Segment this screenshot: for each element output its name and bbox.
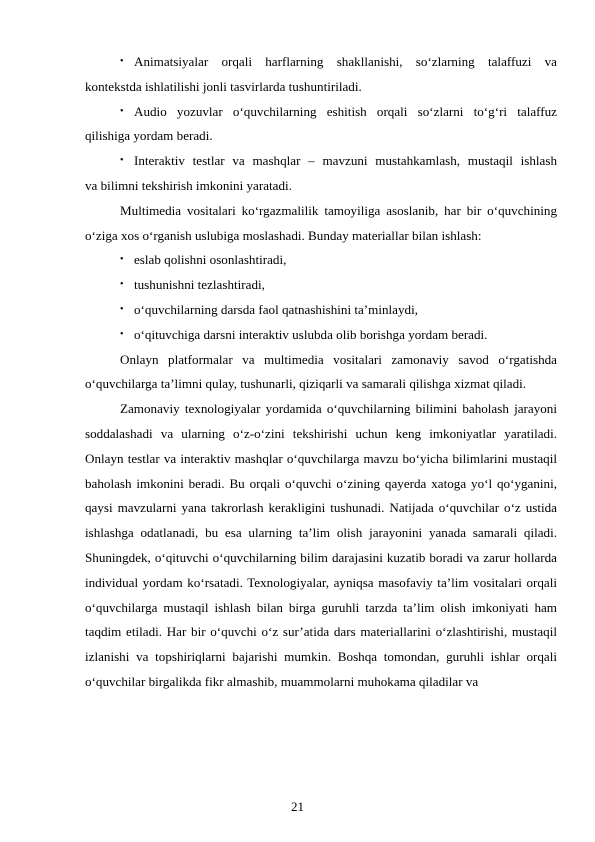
paragraph-online-platforms: Onlayn platformalar va multimedia vositalari zamonaviy savod o‘rgatishda o‘quvchilarga ta’limni qulay, tushunarli, qiziqarli va samarali qilishga xizmat qiladi. (85, 351, 557, 392)
list-item (85, 323, 557, 348)
bullet-text: Interaktiv testlar va mashqlar – mavzuni mustahkamlash, mustaqil ishlash (134, 153, 557, 169)
bullet-icon: • (120, 303, 124, 315)
list-item (85, 248, 557, 273)
bullet-icon: • (120, 56, 124, 67)
page-number: 21 (291, 799, 304, 814)
paragraph-modern-technologies: Zamonaviy texnologiyalar yordamida o‘quvchilarning bilimini baholash jarayoni soddalashadi va ularning o‘z-o‘zini tekshirishi uchun keng imkoniyatlar yaratiladi. Onlayn testlar va interaktiv mashqlar o‘quvchilarga mavzu bo‘yicha bilimlarini mustaqil baholash imkonini beradi. Bu orqali o‘quvchi o‘zining qayerda xatoga yo‘l qo‘yganini, qaysi mavzularni yana takrorlash kerakligini tushunadi. Natijada o‘quvchilar o‘z ustida ishlashga odatlanadi, bu esa ularning ta’lim olish jarayonini yanada samarali qiladi. Shuningdek, o‘qituvchi o‘quvchilarning bilim darajasini kuzatib boradi va zarur hollarda individual yordam ko‘rsatadi. Texnologiyalar, ayniqsa masofaviy ta’lim vositalari orqali o‘quvchilarga mustaqil ishlash bilan birga guruhli tarzda ta’lim olish imkoniyati ham taqdim etiladi. Har bir o‘quvchi o‘z sur’atida dars materiallarini o‘zlashtirishi, mustaqil izlanishi va topshiriqlarni bajarishi mumkin. Boshqa tomondan, guruhli ishlar orqali o‘quvchilar birgalikda fikr almashib, muammolarni muhokama qiladilar va (85, 401, 557, 689)
bullet-item-animations (85, 50, 557, 75)
bullet-icon: • (120, 279, 124, 291)
bullet-text: Audio yozuvlar o‘quvchilarning eshitish orqali so‘zlarni to‘g‘ri talaffuz (134, 103, 557, 119)
bullet-text: Animatsiyalar orqali harflarning shakllanishi, so‘zlarning talaffuzi va (134, 54, 557, 69)
bullet-icon: • (120, 254, 124, 266)
bullet-continuation: kontekstda ishlatilishi jonli tasvirlarda tushuntiriladi. (85, 78, 362, 94)
list-item-text: eslab qolishni osonlashtiradi, (134, 252, 287, 268)
list-item-text: o‘qituvchiga darsni interaktiv uslubda olib borishga yordam beradi. (134, 326, 488, 342)
list-item-text: tushunishni tezlashtiradi, (134, 277, 265, 293)
list-item (85, 298, 557, 323)
bullet-icon: • (120, 155, 124, 167)
paragraph-multimedia: Multimedia vositalari ko‘rgazmalilik tamoyiliga asoslanib, har bir o‘quvchining o‘ziga xos o‘rganish uslubiga moslashadi. Bunday materiallar bilan ishlash: (85, 202, 557, 243)
bullet-icon: • (120, 105, 124, 117)
bullet-icon: • (120, 328, 124, 340)
list-item-text: o‘quvchilarning darsda faol qatnashishini ta’minlaydi, (134, 301, 418, 317)
bullet-continuation: qilishiga yordam beradi. (85, 128, 213, 144)
bullet-continuation: va bilimni tekshirish imkonini yaratadi. (85, 177, 292, 193)
list-item (85, 273, 557, 298)
bullet-item-audio (85, 100, 557, 125)
bullet-item-interactive-tests (85, 149, 557, 174)
document-page (85, 50, 557, 695)
